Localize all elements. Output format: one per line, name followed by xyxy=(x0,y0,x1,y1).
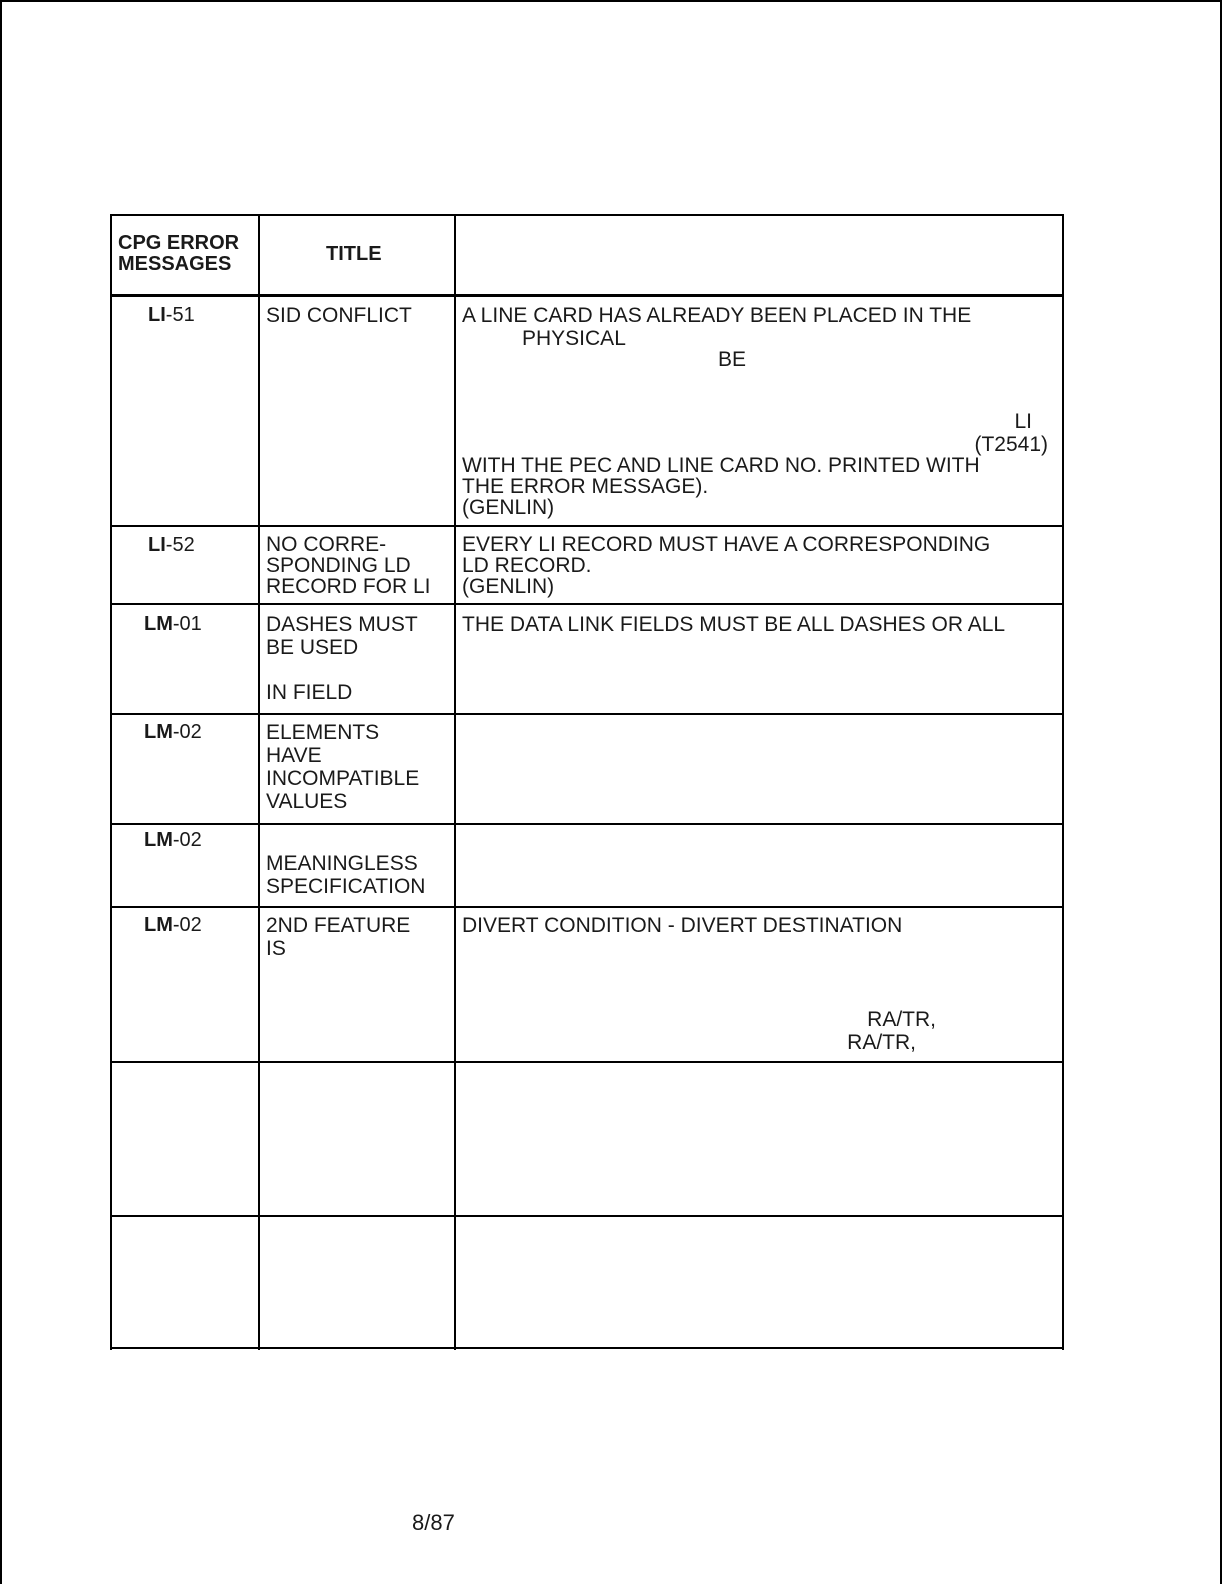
header-title: TITLE xyxy=(326,243,382,265)
error-title: ELEMENTS HAVE INCOMPATIBLE VALUES xyxy=(266,721,420,813)
error-description: A LINE CARD HAS ALREADY BEEN PLACED IN THE xyxy=(462,304,972,327)
row-divider xyxy=(110,823,1064,825)
page-number: 8/87 xyxy=(412,1510,455,1535)
error-description: THE DATA LINK FIELDS MUST BE ALL DASHES OR ALL xyxy=(462,613,1006,636)
error-title: MEANINGLESS SPECIFICATION xyxy=(266,852,426,898)
error-description: DIVERT CONDITION - DIVERT DESTINATION xyxy=(462,914,903,937)
error-title: SID CONFLICT xyxy=(266,304,412,327)
error-description-fragment: RA/TR, xyxy=(847,1031,916,1054)
page-border-top xyxy=(0,0,1222,2)
error-code: LI-51 xyxy=(148,304,195,326)
column-divider-1 xyxy=(258,214,260,1350)
error-title-extra: IN FIELD xyxy=(266,681,353,704)
row-divider xyxy=(110,603,1064,605)
error-code: LM-01 xyxy=(144,613,202,635)
error-code: LM-02 xyxy=(144,829,202,851)
row-divider xyxy=(110,713,1064,715)
table-border-right xyxy=(1062,214,1064,1350)
error-description-fragment: PHYSICAL xyxy=(522,327,626,350)
table-border-bottom xyxy=(110,1347,1064,1349)
row-divider xyxy=(110,906,1064,908)
error-code: LM-02 xyxy=(144,721,202,743)
error-code: LM-02 xyxy=(144,914,202,936)
error-description: EVERY LI RECORD MUST HAVE A CORRESPONDING LD RECORD. (GENLIN) xyxy=(462,533,991,598)
row-divider xyxy=(110,525,1064,527)
error-code: LI-52 xyxy=(148,534,195,556)
error-title: 2ND FEATURE IS xyxy=(266,914,411,960)
error-description-fragment: RA/TR, xyxy=(867,1008,936,1031)
header-messages: CPG ERROR MESSAGES xyxy=(118,232,240,275)
table-border-left xyxy=(110,214,112,1350)
page-border-left xyxy=(0,0,2,1584)
column-divider-2 xyxy=(454,214,456,1350)
row-divider xyxy=(110,1215,1064,1217)
error-title: DASHES MUST BE USED xyxy=(266,613,418,659)
error-description-fragment: BE xyxy=(718,348,747,371)
row-divider xyxy=(110,1061,1064,1063)
table-border-top xyxy=(110,214,1064,216)
error-title: NO CORRE- SPONDING LD RECORD FOR LI xyxy=(266,533,431,598)
header-divider xyxy=(110,294,1064,297)
error-description-fragment: (T2541) xyxy=(974,433,1048,456)
error-description-tail: WITH THE PEC AND LINE CARD NO. PRINTED WITH THE ERROR MESSAGE). (GENLIN) xyxy=(462,454,980,519)
error-description-fragment: LI xyxy=(1014,410,1032,433)
